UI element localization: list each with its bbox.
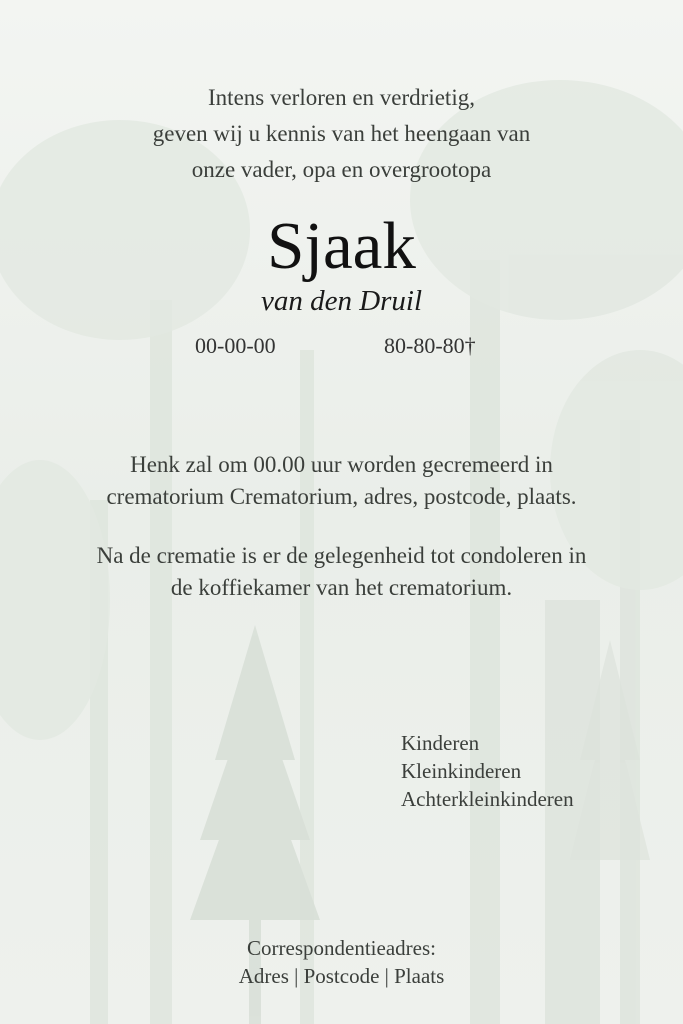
death-date: 80-80-80† (384, 333, 476, 358)
family-member: Kleinkinderen (401, 759, 522, 783)
ceremony-text (0, 449, 683, 513)
correspondence-value: Adres | Postcode | Plaats (238, 964, 445, 988)
correspondence-address (0, 934, 683, 990)
intro-text (0, 80, 683, 188)
deceased-last-name: van den Druil (260, 285, 423, 317)
deceased-first-name: Sjaak (267, 209, 416, 283)
family-member: Kinderen (401, 731, 480, 755)
condolence-text (0, 540, 683, 604)
condolence-line: de koffiekamer van het crematorium. (170, 575, 513, 600)
condolence-line: Na de crematie is er de gelegenheid tot condoleren in (96, 543, 587, 568)
ceremony-line: crematorium Crematorium, adres, postcode, plaats. (106, 484, 577, 509)
ceremony-line: Henk zal om 00.00 uur worden gecremeerd in (130, 452, 553, 477)
family-list (401, 729, 574, 813)
correspondence-label: Correspondentieadres: (247, 936, 436, 960)
intro-line: Intens verloren en verdrietig, (208, 85, 475, 110)
intro-line: onze vader, opa en overgrootopa (191, 157, 492, 182)
family-member: Achterkleinkinderen (401, 787, 574, 811)
intro-line: geven wij u kennis van het heengaan van (152, 121, 531, 146)
birth-date: 00-00-00 (195, 333, 276, 358)
